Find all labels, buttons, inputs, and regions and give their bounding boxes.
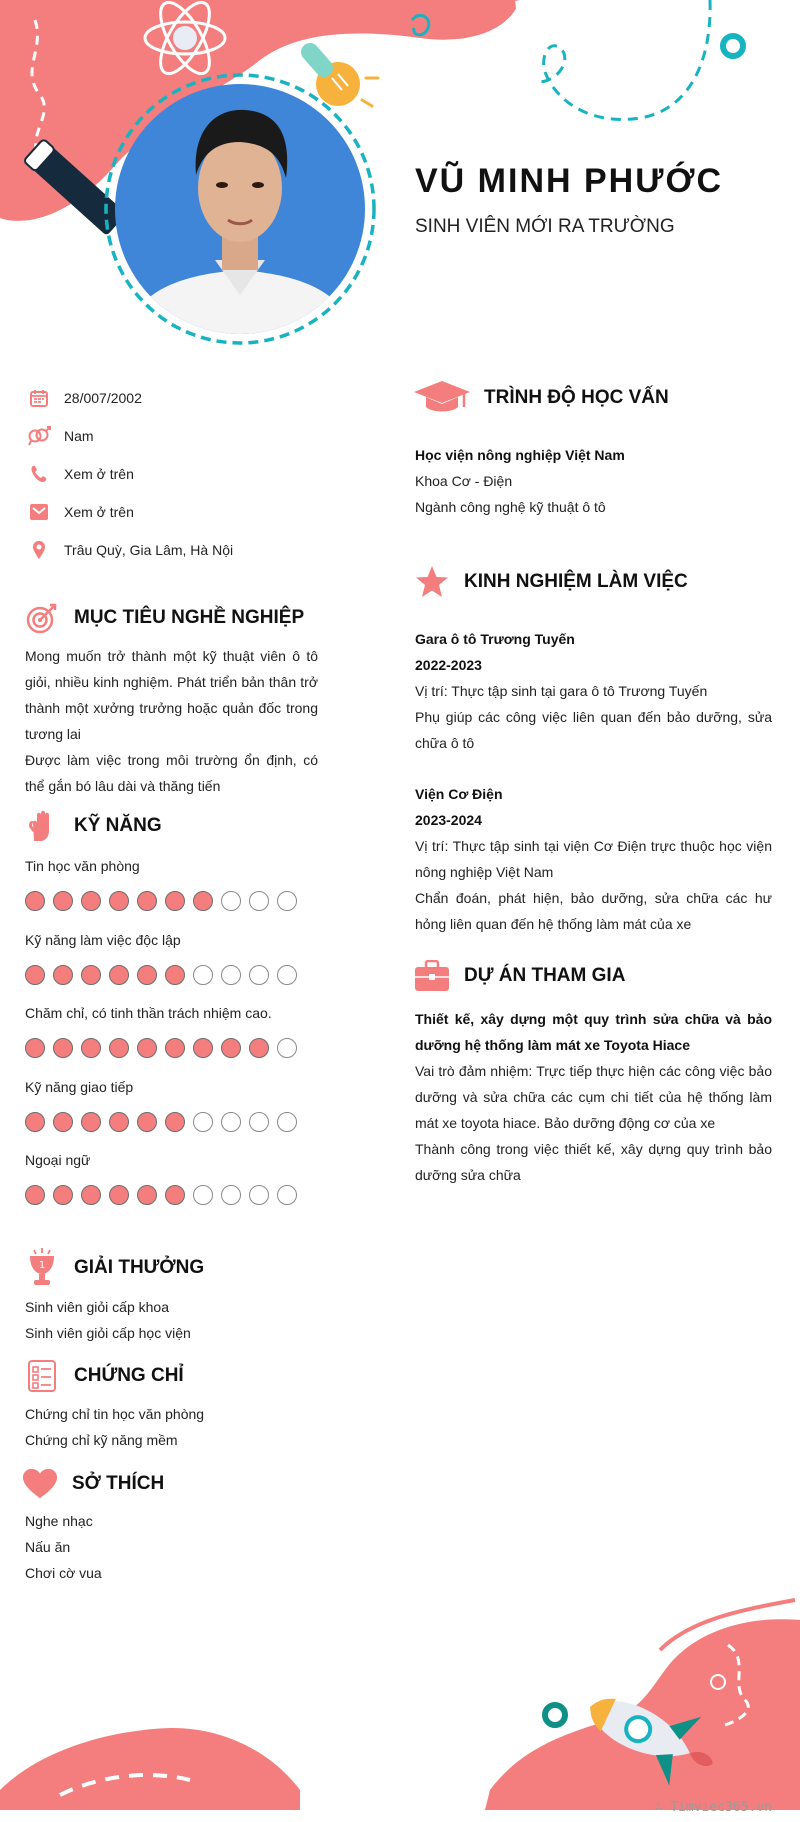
projects-header — [414, 958, 625, 994]
skill-name: Tin học văn phòng — [25, 858, 140, 874]
rating-dot-filled — [109, 965, 129, 985]
list-item: Chứng chỉ tin học văn phòng — [25, 1406, 205, 1422]
hand-icon — [24, 808, 60, 844]
rating-dot-filled — [81, 1112, 101, 1132]
skill-name: Kỹ năng làm việc độc lập — [25, 931, 181, 948]
phone-icon — [26, 462, 52, 486]
rating-dot-filled — [137, 965, 157, 985]
svg-text:1: 1 — [38, 1260, 46, 1271]
skill-rating — [25, 1185, 297, 1205]
rating-dot-empty — [277, 1112, 297, 1132]
rating-dot-empty — [249, 965, 269, 985]
objective-text-2: Được làm việc trong môi trường ổn định, có thể gắn bó lâu dài và thăng tiến — [25, 752, 318, 794]
objective-text-1: Mong muốn trở thành một kỹ thuật viên ô tô giỏi, nhiều kinh nghiệm. Phát triển bản thân trở thành một xưởng trưởng hoặc quản đốc trong tương lai — [25, 648, 318, 742]
experience-job — [415, 626, 772, 756]
rating-dot-filled — [109, 1112, 129, 1132]
job-period: 2023-2024 — [415, 812, 482, 828]
rating-dot-filled — [165, 1185, 185, 1205]
contact-item-phone — [26, 462, 134, 486]
job-company: Gara ô tô Trương Tuyến — [415, 631, 575, 647]
rating-dot-empty — [249, 1185, 269, 1205]
rating-dot-filled — [53, 1038, 73, 1058]
rating-dot-filled — [53, 1185, 73, 1205]
skill-rating — [25, 965, 297, 985]
briefcase-icon — [414, 958, 450, 994]
rating-dot-empty — [221, 1112, 241, 1132]
section-title: CHỨNG CHỈ — [74, 1365, 184, 1386]
rating-dot-empty — [249, 891, 269, 911]
contact-item-gender — [26, 424, 94, 448]
rating-dot-filled — [81, 1185, 101, 1205]
rating-dot-filled — [137, 891, 157, 911]
section-title: GIẢI THƯỞNG — [74, 1257, 205, 1278]
heart-icon — [22, 1466, 58, 1502]
profile-photo — [100, 70, 380, 350]
list-item: Chơi cờ vua — [25, 1565, 102, 1581]
rating-dot-filled — [137, 1185, 157, 1205]
rating-dot-filled — [165, 1112, 185, 1132]
skill-name: Kỹ năng giao tiếp — [25, 1078, 134, 1095]
rating-dot-filled — [165, 1038, 185, 1058]
watermark: ∴ Timviec365.vn — [654, 1800, 772, 1815]
list-item: Sinh viên giỏi cấp học viện — [25, 1325, 191, 1341]
trophy-icon — [24, 1250, 60, 1286]
contact-text: Xem ở trên — [64, 504, 134, 520]
faculty: Khoa Cơ - Điện — [415, 473, 513, 489]
hobbies-list — [25, 1508, 102, 1586]
rating-dot-filled — [25, 1038, 45, 1058]
rating-dot-filled — [193, 891, 213, 911]
contact-text: 28/007/2002 — [64, 390, 142, 406]
candidate-title: SINH VIÊN MỚI RA TRƯỜNG — [415, 216, 675, 237]
skill-rating — [25, 891, 297, 911]
calendar-icon — [26, 386, 52, 410]
certificates-header — [24, 1358, 184, 1394]
job-company: Viện Cơ Điện — [415, 786, 503, 802]
contact-text: Trâu Quỳ, Gia Lâm, Hà Nội — [64, 542, 234, 558]
project-block — [415, 1006, 772, 1188]
rating-dot-filled — [25, 891, 45, 911]
rating-dot-empty — [221, 965, 241, 985]
contact-text: Nam — [64, 428, 94, 444]
rating-dot-filled — [137, 1038, 157, 1058]
gender-icon — [26, 424, 52, 448]
education-header — [414, 380, 669, 416]
job-period: 2022-2023 — [415, 657, 482, 673]
rating-dot-empty — [249, 1112, 269, 1132]
skill-name: Ngoại ngữ — [25, 1152, 91, 1168]
rating-dot-filled — [25, 965, 45, 985]
star-icon — [414, 564, 450, 600]
skill-rating — [25, 1038, 297, 1058]
contact-item-birthday — [26, 386, 142, 410]
rating-dot-empty — [277, 891, 297, 911]
job-detail: Phụ giúp các công việc liên quan đến bảo dưỡng, sửa chữa ô tô — [415, 709, 772, 751]
list-item: Sinh viên giỏi cấp khoa — [25, 1299, 169, 1315]
school-name: Học viện nông nghiệp Việt Nam — [415, 447, 625, 463]
job-detail: Vị trí: Thực tập sinh tại viện Cơ Điện trực thuộc học viện nông nghiệp Việt Nam — [415, 838, 772, 880]
rating-dot-filled — [81, 891, 101, 911]
rating-dot-filled — [53, 965, 73, 985]
target-icon — [24, 600, 60, 636]
objective-header — [24, 600, 304, 636]
experience-job — [415, 781, 772, 937]
candidate-name: VŨ MINH PHƯỚC — [415, 162, 723, 200]
rating-dot-filled — [249, 1038, 269, 1058]
skills-header — [24, 808, 162, 844]
rating-dot-filled — [109, 1185, 129, 1205]
section-title: TRÌNH ĐỘ HỌC VẤN — [484, 387, 669, 408]
rating-dot-filled — [221, 1038, 241, 1058]
rating-dot-filled — [53, 1112, 73, 1132]
rating-dot-filled — [81, 1038, 101, 1058]
section-title: DỰ ÁN THAM GIA — [464, 965, 626, 986]
rating-dot-empty — [193, 1185, 213, 1205]
list-item: Nghe nhạc — [25, 1513, 93, 1529]
education-block — [415, 442, 772, 520]
hobbies-header — [22, 1466, 164, 1502]
email-icon — [26, 500, 52, 524]
skill-name: Chăm chỉ, có tinh thần trách nhiệm cao. — [25, 1005, 272, 1021]
project-detail: Vai trò đảm nhiệm: Trực tiếp thực hiện các công việc bảo dưỡng và sửa chữa các cụm chi tiết của hệ thống làm mát xe toyota hiace. Bảo dưỡng động cơ của xe — [415, 1063, 772, 1131]
list-item: Nấu ăn — [25, 1539, 71, 1555]
rating-dot-filled — [25, 1185, 45, 1205]
rating-dot-empty — [221, 891, 241, 911]
location-pin-icon — [26, 538, 52, 562]
section-title: SỞ THÍCH — [72, 1473, 165, 1494]
rating-dot-filled — [81, 965, 101, 985]
contact-item-email — [26, 500, 134, 524]
rating-dot-filled — [193, 1038, 213, 1058]
contact-item-address — [26, 538, 233, 562]
certificates-list — [25, 1401, 204, 1453]
project-detail: Thành công trong việc thiết kế, xây dựng quy trình bảo dưỡng sửa chữa — [415, 1141, 772, 1183]
job-detail: Vị trí: Thực tập sinh tại gara ô tô Trương Tuyến — [415, 683, 708, 699]
contact-text: Xem ở trên — [64, 466, 134, 482]
rating-dot-filled — [25, 1112, 45, 1132]
project-name: Thiết kế, xây dựng một quy trình sửa chữa và bảo dưỡng hệ thống làm mát xe Toyota Hiace — [415, 1011, 772, 1053]
rating-dot-empty — [221, 1185, 241, 1205]
rating-dot-filled — [165, 891, 185, 911]
section-title: MỤC TIÊU NGHỀ NGHIỆP — [74, 607, 305, 628]
rating-dot-empty — [277, 965, 297, 985]
rating-dot-empty — [277, 1185, 297, 1205]
rating-dot-filled — [137, 1112, 157, 1132]
footer-decoration — [0, 1590, 800, 1822]
graduation-cap-icon — [414, 380, 470, 416]
rating-dot-filled — [165, 965, 185, 985]
rating-dot-filled — [109, 891, 129, 911]
rating-dot-empty — [193, 1112, 213, 1132]
rating-dot-filled — [109, 1038, 129, 1058]
rating-dot-empty — [277, 1038, 297, 1058]
awards-header — [24, 1250, 204, 1286]
rating-dot-filled — [53, 891, 73, 911]
awards-list — [25, 1294, 191, 1346]
rating-dot-empty — [193, 965, 213, 985]
job-detail: Chẩn đoán, phát hiện, bảo dưỡng, sửa chữa các hư hỏng liên quan đến hệ thống làm mát của xe — [415, 890, 772, 932]
checklist-icon — [24, 1358, 60, 1394]
major: Ngành công nghệ kỹ thuật ô tô — [415, 499, 606, 515]
section-title: KỸ NĂNG — [74, 815, 162, 836]
section-title: KINH NGHIỆM LÀM VIỆC — [464, 571, 688, 592]
list-item: Chứng chỉ kỹ năng mềm — [25, 1432, 178, 1448]
experience-header — [414, 564, 688, 600]
skill-rating — [25, 1112, 297, 1132]
